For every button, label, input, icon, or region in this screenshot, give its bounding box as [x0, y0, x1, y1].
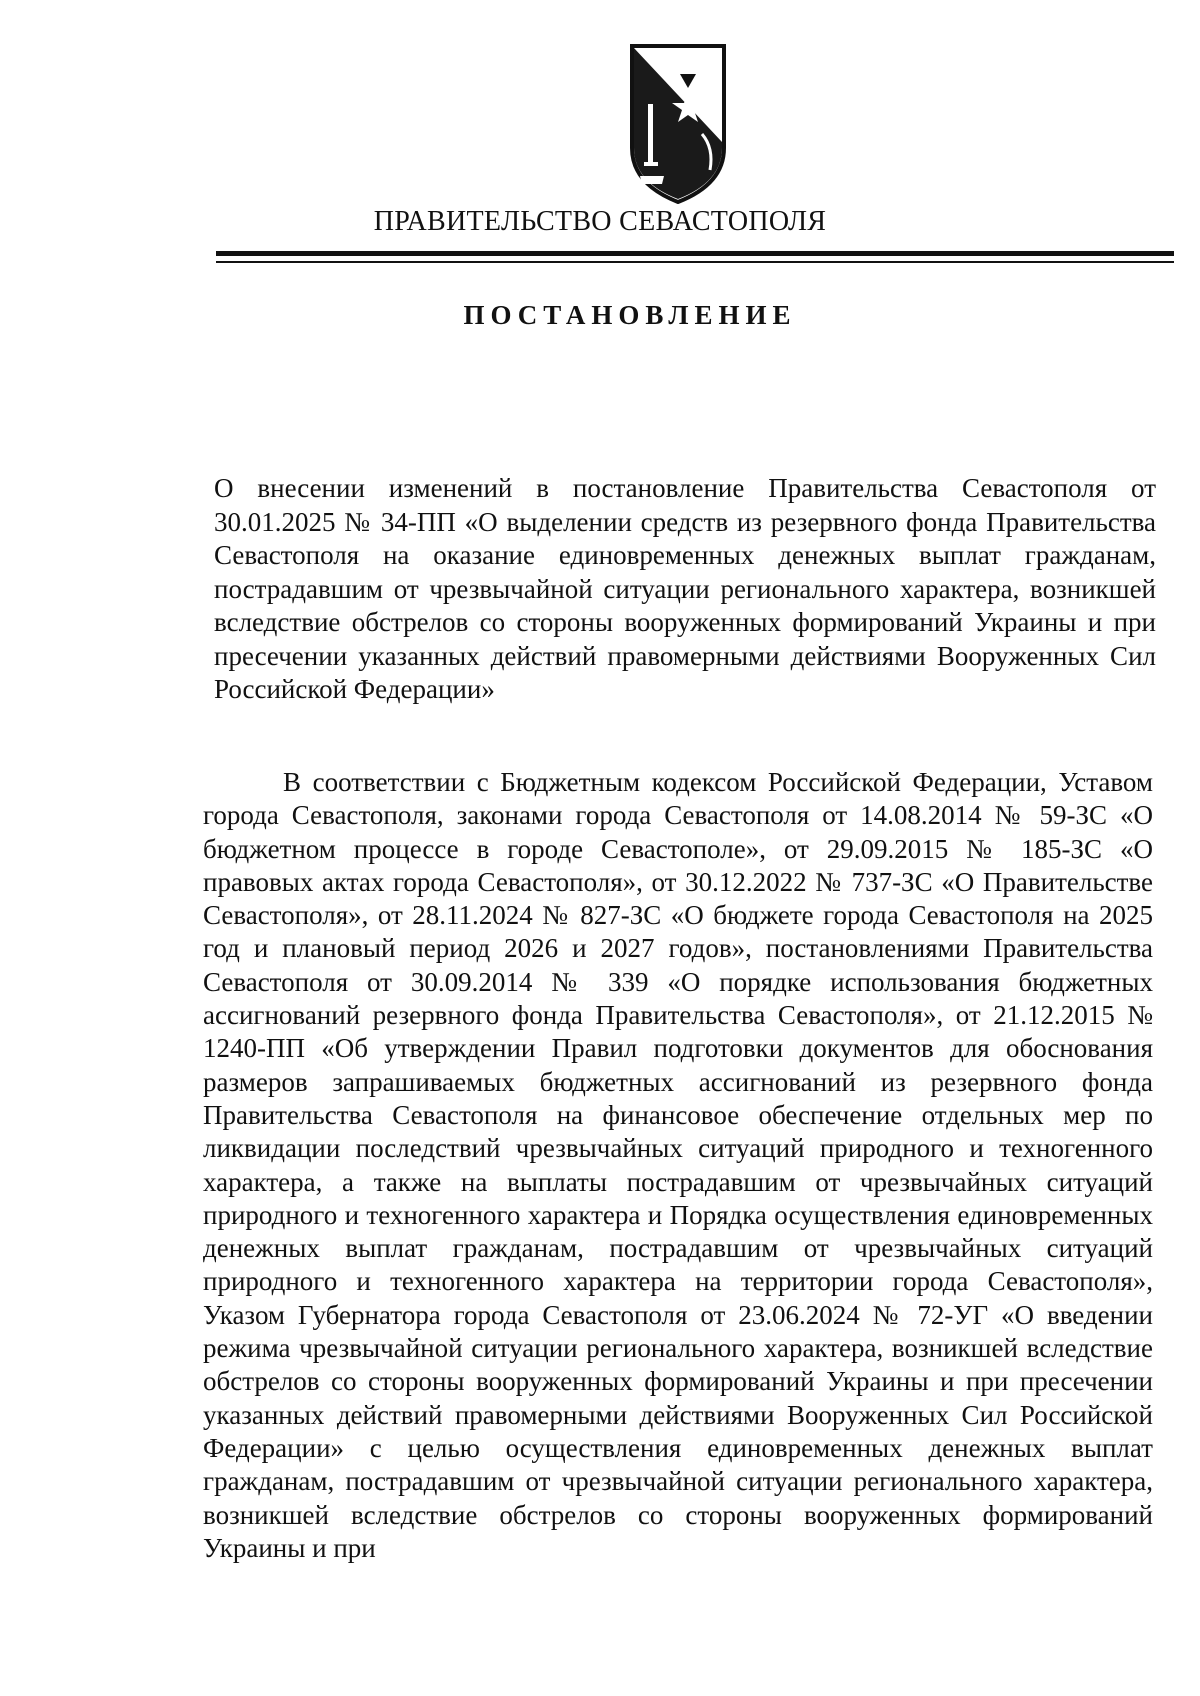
organization-name: ПРАВИТЕЛЬСТВО СЕВАСТОПОЛЯ — [373, 206, 827, 237]
resolution-preamble: В соответствии с Бюджетным кодексом Российской Федерации, Уставом города Севастополя, законами города Севастополя от 14.08.2014 № 59-ЗС «О бюджетном процессе в городе Севастополе», от 29.09.2015 № 185-ЗС «О правовых актах города Севастополя», от 30.12.2022 № 737-ЗС «О Правительстве Севастополя», от 28.11.2024 № 827-ЗС «О бюджете города Севастополя на 2025 год и плановый период 2026 и 2027 годов», постановлениями Правительства Севастополя от 30.09.2014 № 339 «О порядке использования бюджетных ассигнований резервного фонда Правительства Севастополя», от 21.12.2015 № 1240-ПП «Об утверждении Правил подготовки документов для обоснования размеров запрашиваемых бюджетных ассигнований из резервного фонда Правительства Севастополя на финансовое обеспечение отдельных мер по ликвидации последствий чрезвычайных ситуаций природного и техногенного характера, а также на выплаты пострадавшим от чрезвычайных ситуаций природного и техногенного характера и Порядка осуществления единовременных денежных выплат гражданам, пострадавшим от чрезвычайных ситуаций природного и техногенного характера на территории города Севастополя», Указом Губернатора города Севастополя от 23.06.2024 № 72-УГ «О введении режима чрезвычайной ситуации регионального характера, возникшей вследствие обстрелов со стороны вооруженных формирований Украины и при пресечении указанных действий правомерными действиями Вооруженных Сил Российской Федерации» с целью осуществления единовременных денежных выплат гражданам, пострадавшим от чрезвычайной ситуации регионального характера, возникшей вследствие обстрелов со стороны вооруженных формирований Украины и при — [203, 767, 1153, 1563]
resolution-subject: О внесении изменений в постановление Правительства Севастополя от 30.01.2025 № 34-ПП «О выделении средств из резервного фонда Правительства Севастополя на оказание единовременных денежных выплат гражданам, пострадавшим от чрезвычайной ситуации регионального характера, возникшей вследствие обстрелов со стороны вооруженных формирований Украины и при пресечении указанных действий правомерными действиями Вооруженных Сил Российской Федерации» — [214, 473, 1156, 704]
coat-of-arms-icon — [618, 44, 738, 204]
header-divider-thick — [216, 251, 1174, 256]
header-divider-thin — [216, 261, 1174, 263]
document-type-title: ПОСТАНОВЛЕНИЕ — [463, 300, 797, 330]
